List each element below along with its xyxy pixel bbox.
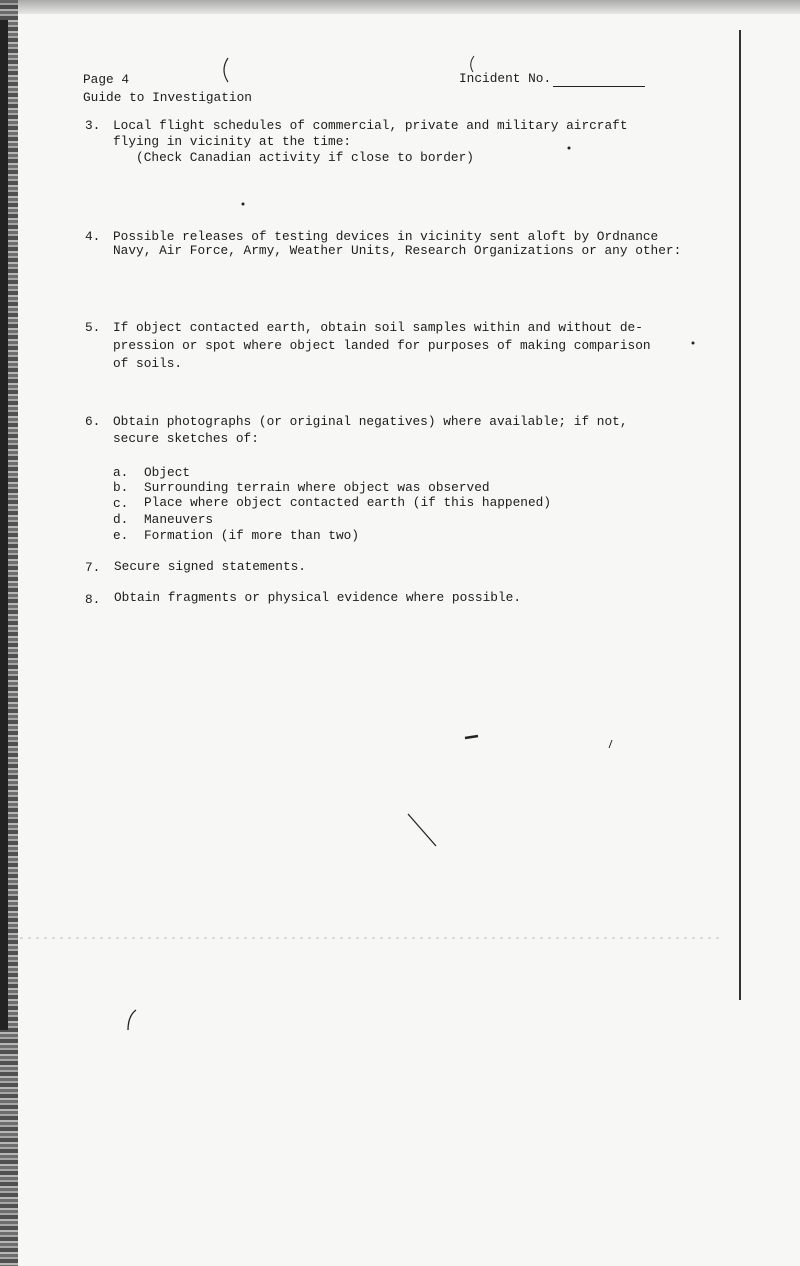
subitem-text: Maneuvers	[144, 512, 214, 527]
item-number: 5.	[85, 320, 101, 335]
item-line: pression or spot where object landed for purposes of making comparison	[113, 338, 651, 353]
subitem-letter: d.	[113, 512, 129, 527]
item-number: 6.	[85, 414, 101, 429]
item-number: 4.	[85, 229, 101, 244]
item-line: Possible releases of testing devices in vicinity sent aloft by Ordnance	[113, 229, 659, 244]
subitem-text: Place where object contacted earth (if this happened)	[144, 495, 552, 510]
item-line: flying in vicinity at the time:	[113, 134, 352, 149]
subitem-letter: e.	[113, 528, 129, 543]
page-label: Page 4	[83, 72, 130, 87]
subitem-letter: b.	[113, 480, 129, 495]
subitem-text: Surrounding terrain where object was observed	[144, 480, 490, 495]
item-line: of soils.	[113, 356, 183, 371]
item-line: Obtain photographs (or original negatives) where available; if not,	[113, 414, 628, 429]
subitem-text: Object	[144, 465, 191, 480]
item-number: 7.	[85, 560, 101, 575]
item-line: (Check Canadian activity if close to border)	[113, 150, 474, 165]
item-line: secure sketches of:	[113, 431, 259, 446]
document-subtitle: Guide to Investigation	[83, 90, 252, 105]
item-line: Navy, Air Force, Army, Weather Units, Research Organizations or any other:	[113, 243, 682, 258]
subitem-text: Formation (if more than two)	[144, 528, 360, 543]
subitem-letter: c.	[113, 496, 129, 511]
item-number: 8.	[85, 592, 101, 607]
item-line: Secure signed statements.	[114, 559, 306, 574]
subitem-letter: a.	[113, 465, 129, 480]
incident-label: Incident No.	[459, 71, 552, 86]
item-line: Obtain fragments or physical evidence where possible.	[114, 590, 522, 605]
item-line: If object contacted earth, obtain soil samples within and without de-	[113, 320, 643, 335]
item-number: 3.	[85, 118, 101, 133]
item-line: Local flight schedules of commercial, private and military aircraft	[113, 118, 628, 133]
